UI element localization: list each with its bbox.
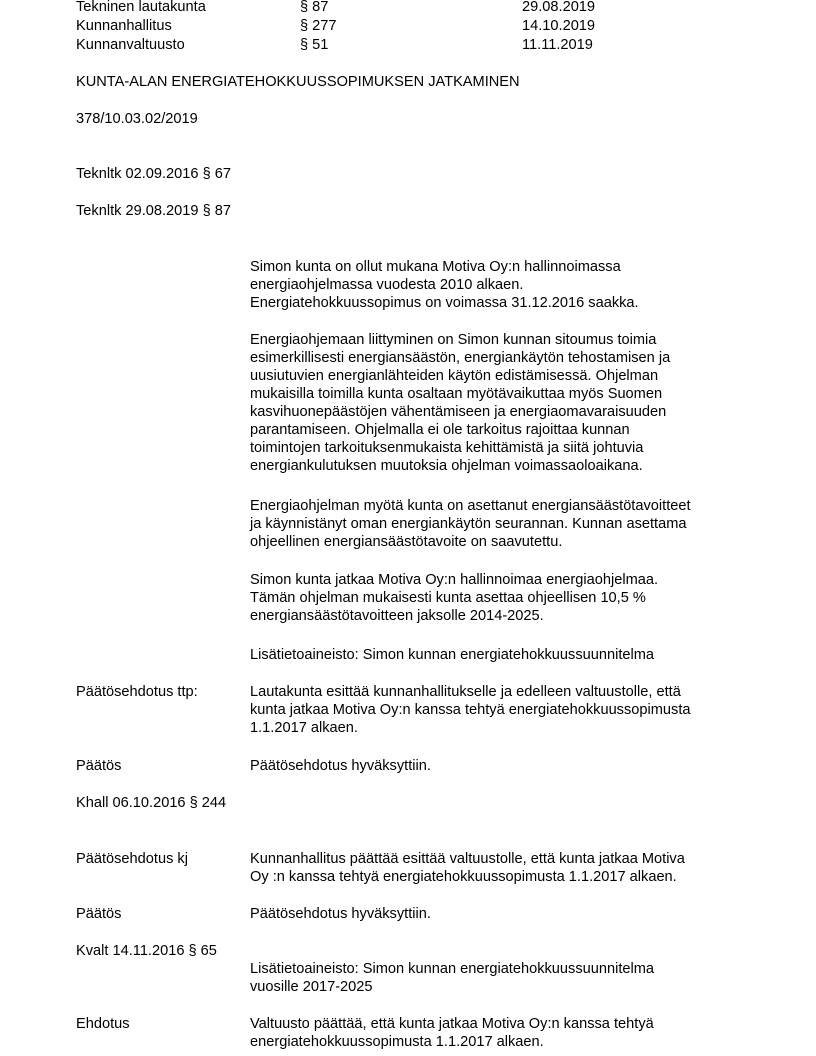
meta-section-2: § 277 (300, 18, 337, 34)
paragraph-line: energiatehokkuussopimusta 1.1.2017 alkaen. (250, 1034, 544, 1050)
decision-2-label: Päätös (76, 906, 122, 922)
paragraph-targets (250, 497, 691, 551)
ref-teknltk-2019: Teknltk 29.08.2019 § 87 (76, 203, 231, 219)
meta-body-2: Kunnanhallitus (76, 18, 172, 34)
paragraph-line: ja käynnistänyt oman energiankäytön seurannan. Kunnan asettama (250, 516, 687, 532)
additional-info-1: Lisätietoaineisto: Simon kunnan energiatehokkuussuunnitelma (250, 647, 655, 663)
paragraph-line: parantamiseen. Ohjelmalla ei ole tarkoitus rajoittaa kunnan (250, 422, 630, 438)
paragraph-line: 1.1.2017 alkaen. (250, 720, 358, 736)
proposal-ttp-text (250, 683, 691, 737)
proposal-ttp-label: Päätösehdotus ttp: (76, 684, 198, 700)
ehdotus-label: Ehdotus (76, 1016, 130, 1032)
ehdotus-text (250, 1015, 654, 1051)
decision-label: Päätös (76, 758, 122, 774)
paragraph-line: energiankulutuksen muutoksia ohjelman voimassaoloaikana. (250, 458, 643, 474)
paragraph-line: vuosille 2017-2025 (250, 979, 373, 995)
meta-body-3: Kunnanvaltuusto (76, 37, 185, 53)
paragraph-line: Oy :n kanssa tehtyä energiatehokkuussopimusta 1.1.2017 alkaen. (250, 869, 677, 885)
ref-teknltk-2016: Teknltk 02.09.2016 § 67 (76, 166, 231, 182)
paragraph-line: Valtuusto päättää, että kunta jatkaa Motiva Oy:n kanssa tehtyä (250, 1016, 654, 1032)
meta-section-1: § 87 (300, 0, 329, 15)
intro-paragraph (250, 258, 639, 312)
meta-date-2: 14.10.2019 (522, 18, 596, 34)
paragraph-continuation (250, 571, 658, 625)
paragraph-line: mukaisilla toimilla kunta osaltaan myötävaikuttaa myös Suomen (250, 386, 663, 402)
paragraph-line: Simon kunta jatkaa Motiva Oy:n hallinnoimaa energiaohjelmaa. (250, 572, 659, 588)
document-title: KUNTA-ALAN ENERGIATEHOKKUUSSOPIMUKSEN JATKAMINEN (76, 74, 520, 90)
meta-body-1: Tekninen lautakunta (76, 0, 206, 15)
paragraph-line: kasvihuonepäästöjen vähentämiseen ja energiaomavaraisuuden (250, 404, 667, 420)
additional-info-2 (250, 960, 654, 996)
meta-section-3: § 51 (300, 37, 329, 53)
paragraph-line: energiansäästötavoitteen jaksolle 2014-2025. (250, 608, 544, 624)
meta-date-3: 11.11.2019 (522, 37, 593, 53)
paragraph-line: uusiutuvien energianlähteiden käytön edistämisessä. Ohjelman (250, 368, 659, 384)
paragraph-commitment (250, 331, 670, 475)
ref-kvalt: Kvalt 14.11.2016 § 65 (76, 943, 217, 959)
paragraph-line: Lautakunta esittää kunnanhallitukselle ja edelleen valtuustolle, että (250, 684, 681, 700)
paragraph-line: Lisätietoaineisto: Simon kunnan energiatehokkuussuunnitelma (250, 961, 655, 977)
proposal-kj-text (250, 850, 685, 886)
meta-date-1: 29.08.2019 (522, 0, 596, 15)
paragraph-line: Tämän ohjelman mukaisesti kunta asettaa ohjeellisen 10,5 % (250, 590, 646, 606)
decision-2-text: Päätösehdotus hyväksyttiin. (250, 906, 431, 922)
decision-text: Päätösehdotus hyväksyttiin. (250, 758, 431, 774)
paragraph-line: kunta jatkaa Motiva Oy:n kanssa tehtyä energiatehokkuussopimusta (250, 702, 691, 718)
proposal-kj-label: Päätösehdotus kj (76, 851, 188, 867)
paragraph-line: toimintojen tarkoituksenmukaista kehittämistä ja siitä johtuvia (250, 440, 644, 456)
paragraph-line: Energiaohjelman myötä kunta on asettanut energiansäästötavoitteet (250, 498, 691, 514)
intro-line: Energiatehokkuussopimus on voimassa 31.12.2016 saakka. (250, 295, 639, 311)
paragraph-line: ohjeellinen energiansäästötavoite on saavutettu. (250, 534, 563, 550)
ref-khall: Khall 06.10.2016 § 244 (76, 795, 227, 811)
intro-line: Simon kunta on ollut mukana Motiva Oy:n hallinnoimassa (250, 259, 621, 275)
paragraph-line: esimerkillisesti energiansäästön, energiankäytön tehostamisen ja (250, 350, 671, 366)
paragraph-line: Kunnanhallitus päättää esittää valtuustolle, että kunta jatkaa Motiva (250, 851, 685, 867)
intro-line: energiaohjelmassa vuodesta 2010 alkaen. (250, 277, 524, 293)
diary-number: 378/10.03.02/2019 (76, 111, 198, 127)
paragraph-line: Energiaohjemaan liittyminen on Simon kunnan sitoumus toimia (250, 332, 657, 348)
